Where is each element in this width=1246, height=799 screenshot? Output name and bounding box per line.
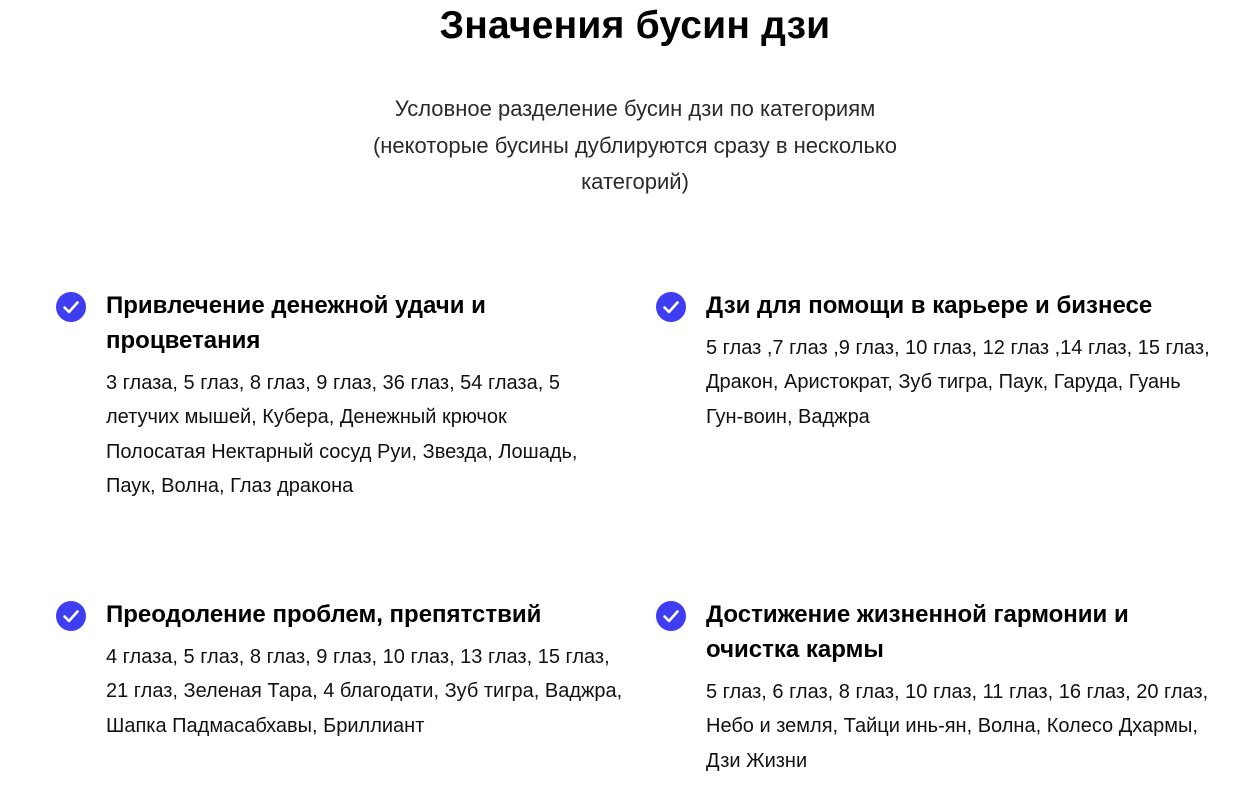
feature-description: 4 глаза, 5 глаз, 8 глаз, 9 глаз, 10 глаз, 13 глаз, 15 глаз, 21 глаз, Зеленая Тара, 4 благодати, Зуб тигра, Ваджра, Шапка Падмасабхавы, Бриллиант <box>106 646 623 737</box>
feature-description: 3 глаза, 5 глаз, 8 глаз, 9 глаз, 36 глаз, 54 глаза, 5 летучих мышей, Кубера, Денежный крючок Полосатая Нектарный сосуд Руи, Звезда, Лошадь, Паук, Волна, Глаз дракона <box>106 372 578 497</box>
check-circle-icon <box>56 292 86 322</box>
check-circle-icon <box>56 601 86 631</box>
feature-title: Дзи для помощи в карьере и бизнесе <box>706 292 1153 319</box>
feature-title: Привлечение денежной удачи и процветания <box>106 292 486 354</box>
feature-career-business <box>656 288 1216 434</box>
feature-overcoming-obstacles <box>56 597 626 743</box>
feature-life-harmony <box>656 597 1216 778</box>
page-subtitle: Условное разделение бусин дзи по категориям (некоторые бусины дублируются сразу в несколько категорий) <box>372 96 898 194</box>
feature-money-luck <box>56 288 596 503</box>
feature-description: 5 глаз, 6 глаз, 8 глаз, 10 глаз, 11 глаз, 16 глаз, 20 глаз, Небо и земля, Тайци инь-ян, Волна, Колесо Дхармы, Дзи Жизни <box>706 681 1209 772</box>
feature-title: Преодоление проблем, препятствий <box>106 601 542 628</box>
feature-title: Достижение жизненной гармонии и очистка кармы <box>706 601 1129 663</box>
check-circle-icon <box>656 292 686 322</box>
feature-description: 5 глаз ,7 глаз ,9 глаз, 10 глаз, 12 глаз ,14 глаз, 15 глаз, Дракон, Аристократ, Зуб тигра, Паук, Гаруда, Гуань Гун-воин, Ваджра <box>706 337 1210 428</box>
check-circle-icon <box>656 601 686 631</box>
page-title: Значения бусин дзи <box>439 4 831 47</box>
